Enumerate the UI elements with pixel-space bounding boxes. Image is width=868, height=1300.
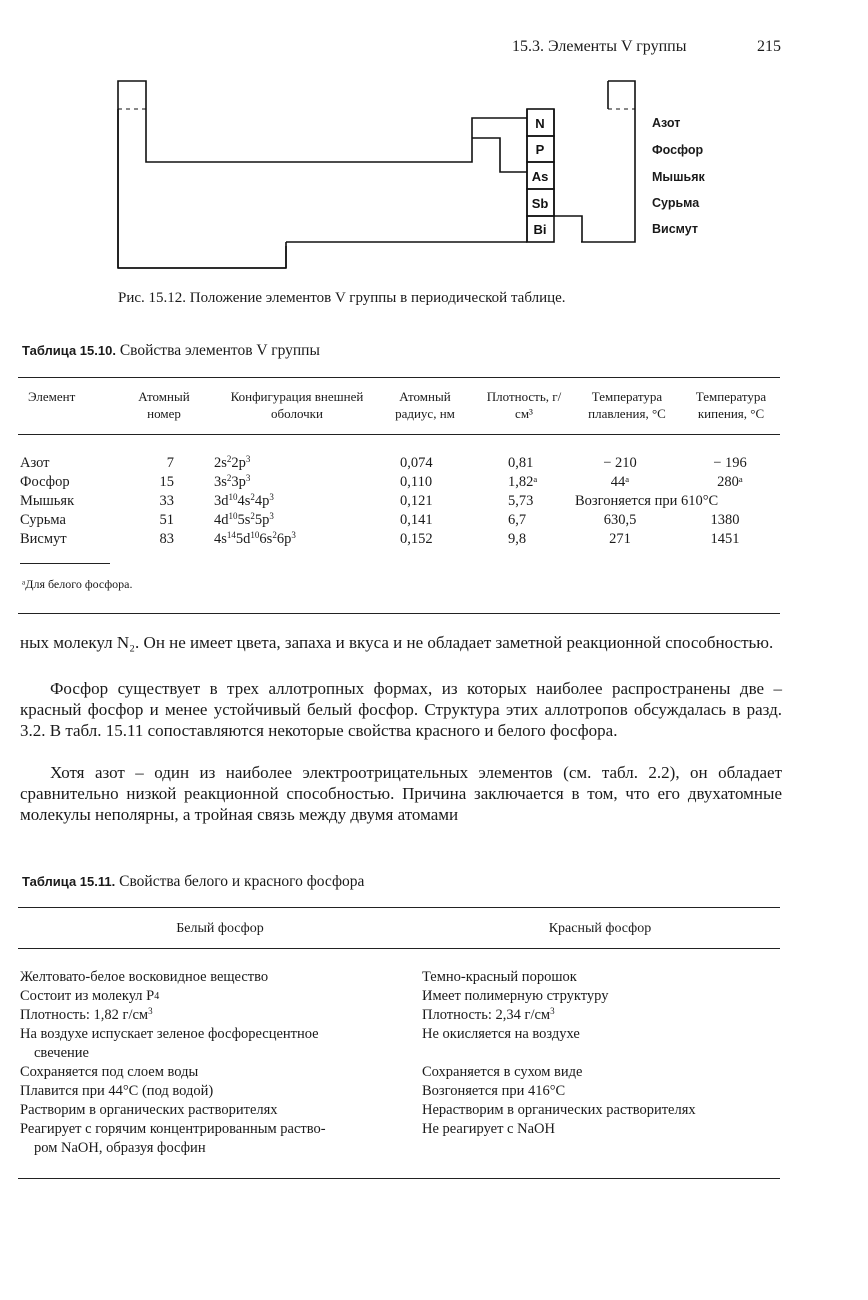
cell-melting: 630,5 xyxy=(603,512,637,528)
table2-caption xyxy=(22,873,364,891)
table1-header-rule xyxy=(18,434,780,435)
table2-bottom-rule xyxy=(18,1178,780,1179)
table1-caption-text: Свойства элементов V группы xyxy=(119,342,320,359)
table2-header-rule xyxy=(18,948,780,949)
cell-number: 15 xyxy=(159,474,174,490)
cell-melting: 271 xyxy=(609,531,631,547)
table1-caption-number: Таблица 15.10. xyxy=(22,343,116,358)
cell-number: 33 xyxy=(159,493,174,509)
list-item: Не реагирует с NaOH xyxy=(422,1121,555,1137)
table1-top-rule xyxy=(18,377,780,378)
cell-bi: Bi xyxy=(533,222,547,237)
list-item: Сохраняется под слоем воды xyxy=(20,1064,199,1080)
list-item: Реагирует с горячим концентрированным раство- xyxy=(20,1121,326,1137)
cell-number: 7 xyxy=(166,455,174,471)
list-item: Имеет полимерную структуру xyxy=(422,988,609,1004)
cell-config: $3d^{10}4s^24p^3$ xyxy=(214,492,274,509)
table1-caption xyxy=(22,342,320,360)
table2-top-rule xyxy=(18,907,780,908)
paragraph-1: ных молекул N₂. Он не имеет цвета, запаха и вкуса и не обладает заметной реакционной способностью. xyxy=(20,633,774,652)
figure-label-phosphorus: Фосфор xyxy=(652,143,704,157)
cell-melting: − 210 xyxy=(603,455,637,471)
list-item: На воздухе испускает зеленое фосфоресцентное xyxy=(20,1026,319,1042)
list-item xyxy=(422,1044,696,1063)
list-item: Не окисляется на воздухе xyxy=(422,1026,580,1042)
running-title: 15.3. Элементы V группы xyxy=(512,38,687,55)
cell-density: 9,8 xyxy=(508,531,527,547)
cell-density: 6,7 xyxy=(508,512,527,528)
cell-element: Фосфор xyxy=(20,474,70,490)
list-item: Плотность: 1,82 $г/см^3$ xyxy=(20,1006,153,1023)
list-item: Растворим в органических растворителях xyxy=(20,1102,278,1118)
cell-element: Азот xyxy=(20,455,50,471)
table1-header-radius: Атомный радиус, нм xyxy=(395,389,455,421)
table2-red-column xyxy=(422,968,696,1139)
cell-sb: Sb xyxy=(531,196,549,211)
cell-density: 0,81 xyxy=(508,455,534,471)
table1-header-element: Элемент xyxy=(28,389,76,404)
table1-header-boiling: Температура кипения, °С xyxy=(695,389,767,421)
cell-boiling: − 196 xyxy=(713,455,747,471)
cell-element: Висмут xyxy=(20,531,67,547)
table2-caption-text: Свойства белого и красного фосфора xyxy=(119,873,365,890)
cell-boiling: 1451 xyxy=(710,531,740,547)
cell-radius: 0,074 xyxy=(400,455,433,471)
cell-n: N xyxy=(535,116,545,131)
cell-radius: 0,141 xyxy=(400,512,433,528)
page-number: 215 xyxy=(757,38,781,55)
cell-radius: 0,152 xyxy=(400,531,433,547)
cell-config: $2s^22p^3$ xyxy=(214,454,251,471)
list-item: Состоит из молекул P4 xyxy=(20,988,160,1004)
figure-label-antimony: Сурьма xyxy=(652,196,700,210)
periodic-table-figure xyxy=(110,76,650,276)
cell-p: P xyxy=(535,142,545,157)
cell-density: 5,73 xyxy=(508,493,534,509)
footnote-rule xyxy=(20,563,110,564)
cell-density: 1,82ᵃ xyxy=(508,474,538,490)
cell-as: As xyxy=(531,169,549,184)
figure-label-arsenic: Мышьяк xyxy=(652,170,705,184)
list-item: Сохраняется в сухом виде xyxy=(422,1064,583,1080)
cell-element: Мышьяк xyxy=(20,493,75,509)
cell-radius: 0,121 xyxy=(400,493,433,509)
cell-melting: 44ᵃ xyxy=(610,474,630,490)
table1-header-number: Атомный номер xyxy=(138,389,190,421)
table1-header-density: Плотность, г/см³ xyxy=(486,389,562,421)
table2-header-red: Красный фосфор xyxy=(548,921,652,936)
cell-radius: 0,110 xyxy=(400,474,433,490)
table2-white-column xyxy=(20,968,326,1158)
list-item: Желтовато-белое восковидное вещество xyxy=(20,969,269,985)
table1-bottom-rule xyxy=(18,613,780,614)
cell-melting: Возгоняется при 610°С xyxy=(575,493,719,509)
table1-header-melting: Температура плавления, °С xyxy=(588,389,666,421)
list-item: Плотность: 2,34 $г/см^3$ xyxy=(422,1006,555,1023)
table1-footnote: ᵃДля белого фосфора. xyxy=(22,577,133,591)
list-item: Плавится при 44°С (под водой) xyxy=(20,1083,214,1099)
table1-header-config: Конфигурация внешней оболочки xyxy=(230,389,364,421)
list-item: Темно-красный порошок xyxy=(422,969,577,985)
list-item: Возгоняется при 416°С xyxy=(422,1083,566,1099)
figure-caption: Рис. 15.12. Положение элементов V группы в периодической таблице. xyxy=(118,290,566,306)
cell-number: 83 xyxy=(159,531,174,547)
figure-label-bismuth: Висмут xyxy=(652,222,698,236)
cell-boiling: 1380 xyxy=(710,512,740,528)
cell-boiling: 280ᵃ xyxy=(717,474,743,490)
cell-config: $3s^23p^3$ xyxy=(214,473,251,490)
list-item: Нерастворим в органических растворителях xyxy=(422,1102,696,1118)
table2-caption-number: Таблица 15.11. xyxy=(22,874,116,889)
list-item: свечение xyxy=(34,1045,89,1061)
cell-config: $4s^{14}5d^{10}6s^26p^3$ xyxy=(214,530,296,547)
table2-header-white: Белый фосфор xyxy=(176,921,264,936)
cell-element: Сурьма xyxy=(20,512,66,528)
cell-number: 51 xyxy=(159,512,174,528)
paragraph-2: Фосфор существует в трех аллотропных формах, из которых наиболее распространены две – красный фосфор и менее устойчивый белый фосфор. Структура этих аллотропов обсуждалась в разд. 3.2. В табл. 15.11 сопоставляются некоторые свойства красного и белого фосфора. xyxy=(20,679,782,740)
list-item: ром NaOH, образуя фосфин xyxy=(34,1140,206,1156)
cell-config: $4d^{10}5s^25p^3$ xyxy=(214,511,274,528)
running-header xyxy=(512,38,781,56)
figure-label-nitrogen: Азот xyxy=(652,116,681,130)
paragraph-3: Хотя азот – один из наиболее электроотрицательных элементов (см. табл. 2.2), он обладает сравнительно низкой реакционной способностью. Причина заключается в том, что его двухатомные молекулы неполярны, а тройная связь между двумя атомами xyxy=(20,763,782,824)
